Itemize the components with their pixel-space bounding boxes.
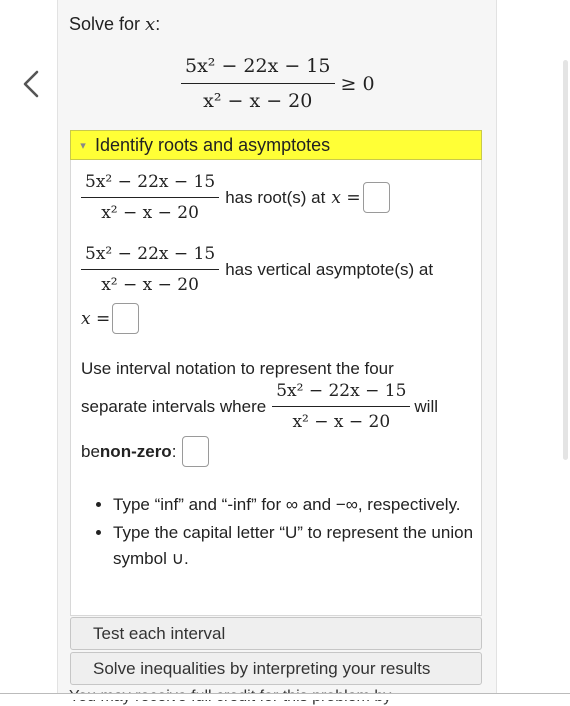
scrollbar[interactable] bbox=[563, 60, 568, 460]
interval-where-text: separate intervals where bbox=[81, 396, 267, 416]
interval-row bbox=[81, 381, 438, 432]
roots-row bbox=[81, 172, 390, 223]
problem-prompt bbox=[69, 14, 160, 35]
back-chevron-icon[interactable] bbox=[14, 64, 48, 104]
asymptote-var-eq: x = bbox=[81, 308, 111, 329]
nonzero-text: non-zero bbox=[99, 441, 172, 461]
step-test-interval-button[interactable] bbox=[70, 617, 482, 650]
prompt-variable: x bbox=[145, 14, 156, 35]
interval-will-text: will bbox=[414, 396, 439, 416]
intervals-answer-input[interactable] bbox=[182, 436, 209, 467]
nonzero-row bbox=[81, 436, 209, 467]
step-identify-roots-panel bbox=[70, 160, 482, 616]
step-identify-roots-header[interactable] bbox=[70, 130, 482, 160]
asymptote-numerator: 5x² − 22x − 15 bbox=[85, 244, 216, 264]
interval-numerator: 5x² − 22x − 15 bbox=[276, 381, 407, 401]
colon-text: : bbox=[171, 441, 177, 461]
tip-union: • Type the capital letter “U” to represent the union symbol ∪. bbox=[113, 520, 508, 572]
roots-label: has root(s) at bbox=[225, 187, 326, 207]
interval-denominator: x² − x − 20 bbox=[292, 412, 391, 433]
interval-fraction bbox=[272, 381, 410, 432]
roots-denominator: x² − x − 20 bbox=[101, 203, 199, 224]
main-numerator: 5x² − 22x − 15 bbox=[185, 55, 331, 77]
prompt-text: Solve for bbox=[69, 14, 146, 34]
step-title: Identify roots and asymptotes bbox=[95, 134, 331, 155]
step-solve-inequalities-button[interactable] bbox=[70, 652, 482, 685]
asymptote-label: has vertical asymptote(s) at bbox=[225, 259, 434, 279]
main-fraction bbox=[181, 55, 335, 112]
problem-card bbox=[57, 0, 497, 700]
interval-intro: Use interval notation to represent the four bbox=[81, 359, 394, 378]
asymptote-row bbox=[81, 244, 433, 295]
tips-list bbox=[81, 492, 508, 574]
tip-infinity: • Type “inf” and “-inf” for ∞ and −∞, respectively. bbox=[113, 492, 508, 518]
inequality-relation: ≥ 0 bbox=[340, 72, 375, 95]
step-label: Solve inequalities by interpreting your results bbox=[93, 658, 431, 678]
roots-fraction bbox=[81, 172, 219, 223]
caret-down-icon: ▾ bbox=[80, 139, 86, 152]
asymptote-answer-input[interactable] bbox=[112, 303, 139, 334]
roots-numerator: 5x² − 22x − 15 bbox=[85, 172, 216, 192]
bottom-edge bbox=[0, 693, 570, 700]
main-inequality bbox=[181, 55, 375, 112]
prompt-colon: : bbox=[155, 14, 161, 34]
be-text: be bbox=[81, 441, 100, 461]
asymptote-fraction bbox=[81, 244, 219, 295]
step-label: Test each interval bbox=[93, 623, 226, 643]
main-denominator: x² − x − 20 bbox=[203, 90, 313, 113]
roots-answer-input[interactable] bbox=[363, 182, 390, 213]
asymptote-answer-row bbox=[81, 303, 139, 334]
asymptote-denominator: x² − x − 20 bbox=[101, 275, 199, 296]
roots-var-eq: x = bbox=[331, 187, 361, 208]
